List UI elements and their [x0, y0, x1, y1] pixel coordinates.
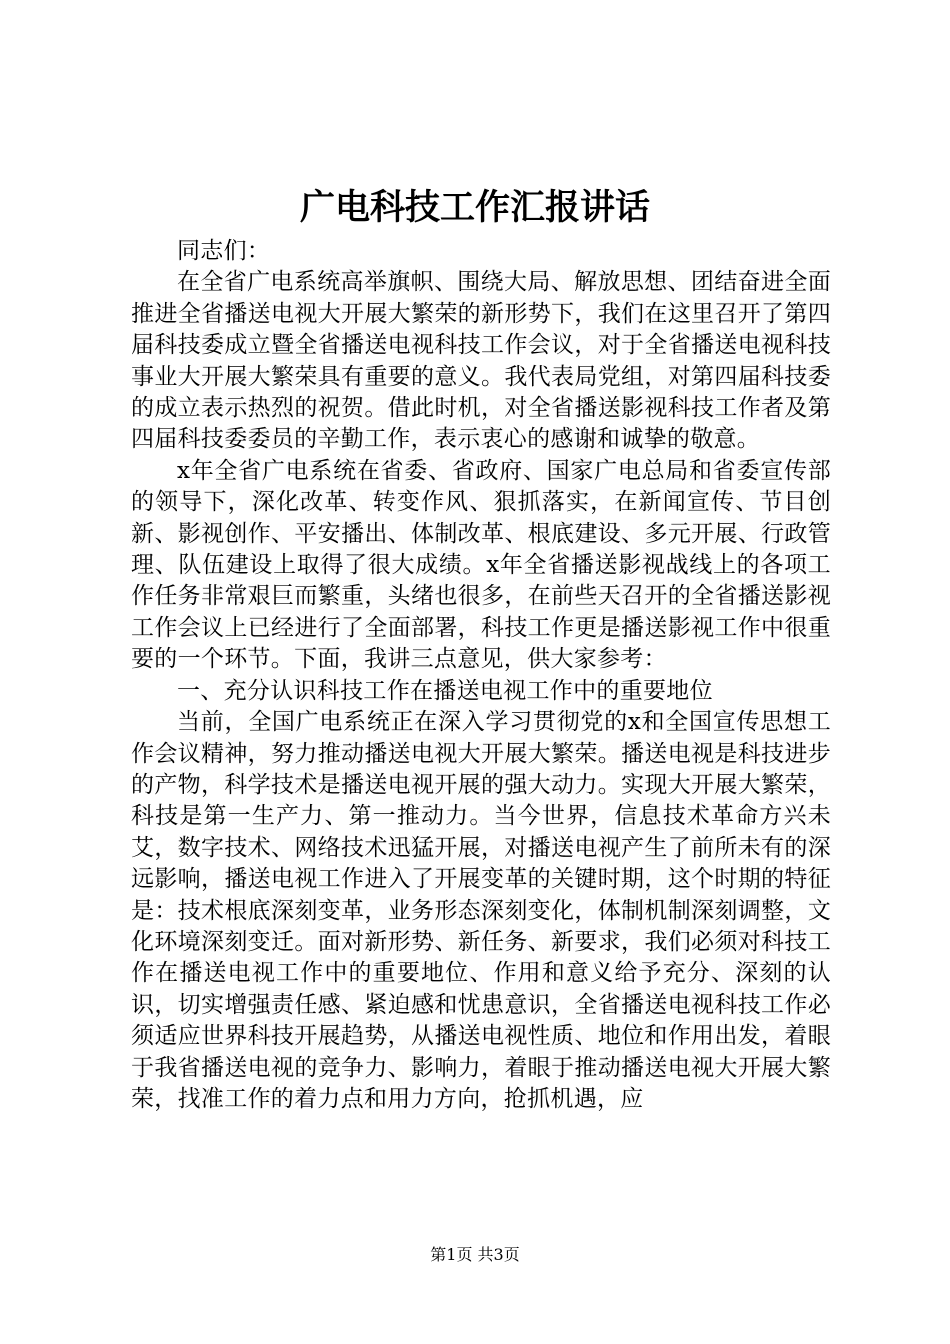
body-paragraph: 在全省广电系统高举旗帜、围绕大局、解放思想、团结奋进全面推进全省播送电视大开展大繁荣的新形势下，我们在这里召开了第四届科技委成立暨全省播送电视科技工作会议，对于全省播送电视科技事业大开展大繁荣具有重要的意义。我代表局党组，对第四届科技委的成立表示热烈的祝贺。借此时机，对全省播送影视科技工作者及第四届科技委委员的辛勤工作，表示衷心的感谢和诚挚的敬意。 [131, 269, 831, 453]
section-heading: 一、充分认识科技工作在播送电视工作中的重要地位 [177, 677, 713, 704]
body-paragraph: 当前，全国广电系统正在深入学习贯彻党的x和全国宣传思想工作会议精神，努力推动播送电视大开展大繁荣。播送电视是科技进步的产物，科学技术是播送电视开展的强大动力。实现大开展大繁荣，科技是第一生产力、第一推动力。当今世界，信息技术革命方兴未艾，数字技术、网络技术迅猛开展，对播送电视产生了前所未有的深远影响，播送电视工作进入了开展变革的关键时期，这个时期的特征是：技术根底深刻变革，业务形态深刻变化，体制机制深刻调整，文化环境深刻变迁。面对新形势、新任务、新要求，我们必须对科技工作在播送电视工作中的重要地位、作用和意义给予充分、深刻的认识，切实增强责任感、紧迫感和忧患意识，全省播送电视科技工作必须适应世界科技开展趋势，从播送电视性质、地位和作用出发，着眼于我省播送电视的竞争力、影响力，着眼于推动播送电视大开展大繁荣，找准工作的着力点和用力方向，抢抓机遇，应 [131, 709, 831, 1112]
salutation: 同志们： [177, 238, 271, 264]
document-body [131, 236, 831, 1115]
page-footer: 第1页 共3页 [430, 1245, 520, 1264]
document-title: 广电科技工作汇报讲话 [299, 187, 650, 228]
body-paragraph: x年全省广电系统在省委、省政府、国家广电总局和省委宣传部的领导下，深化改革、转变作风、狠抓落实，在新闻宣传、节目创新、影视创作、平安播出、体制改革、根底建设、多元开展、行政管理、队伍建设上取得了很大成绩。x年全省播送影视战线上的各项工作任务非常艰巨而繁重，头绪也很多，在前些天召开的全省播送影视工作会议上已经进行了全面部署，科技工作更是播送影视工作中很重要的一个环节。下面，我讲三点意见，供大家参考： [131, 457, 831, 673]
